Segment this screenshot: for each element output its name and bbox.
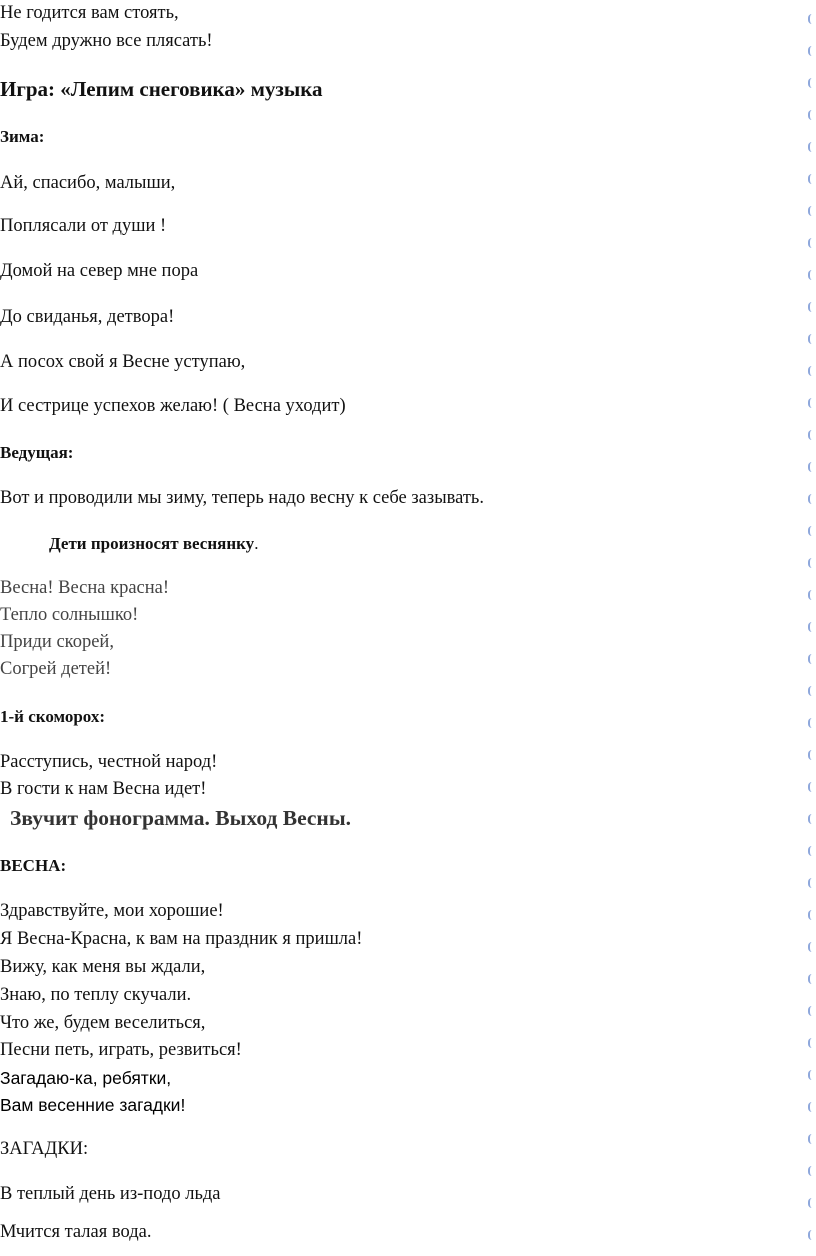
text-line: До свиданья, детвора! [0, 307, 175, 327]
margin-mark [808, 398, 814, 408]
margin-mark [808, 878, 814, 888]
text-line: Вижу, как меня вы ждали, [0, 957, 206, 977]
margin-mark [808, 654, 814, 664]
margin-mark [808, 846, 814, 856]
margin-mark [808, 1198, 814, 1208]
text-line: Ай, спасибо, малыши, [0, 173, 176, 193]
text-line: Я Весна-Красна, к вам на праздник я пришла! [0, 929, 363, 949]
margin-mark [808, 174, 814, 184]
text-line: Знаю, по теплу скучали. [0, 985, 192, 1005]
speaker-label: 1-й скоморох: [0, 707, 106, 726]
margin-mark [808, 142, 814, 152]
speaker-label: Зима: [0, 127, 45, 146]
stage-direction-heading: Звучит фонограмма. Выход Весны. [10, 806, 351, 830]
margin-mark [808, 1102, 814, 1112]
text-line: Поплясали от души ! [0, 216, 167, 236]
margin-mark [808, 302, 814, 312]
margin-mark [808, 910, 814, 920]
margin-mark [808, 1038, 814, 1048]
text-line: Мчится талая вода. [0, 1222, 152, 1242]
margin-mark [808, 686, 814, 696]
stage-direction-text: Дети произносят веснянку [49, 534, 255, 553]
margin-mark [808, 1006, 814, 1016]
margin-mark [808, 782, 814, 792]
margin-mark [808, 494, 814, 504]
margin-mark [808, 462, 814, 472]
stage-direction-period: . [254, 534, 259, 553]
margin-mark [808, 46, 814, 56]
margin-mark [808, 718, 814, 728]
margin-mark [808, 1070, 814, 1080]
text-line: И сестрице успехов желаю! ( Весна уходит) [0, 396, 346, 416]
margin-mark [808, 750, 814, 760]
speaker-label: ВЕСНА: [0, 856, 67, 875]
poem-line: Согрей детей! [0, 659, 112, 679]
margin-mark [808, 110, 814, 120]
text-line: Загадаю-ка, ребятки, [0, 1068, 172, 1088]
margin-mark [808, 270, 814, 280]
text-line: Вот и проводили мы зиму, теперь надо весну к себе зазывать. [0, 488, 484, 508]
text-line: В теплый день из-подо льда [0, 1184, 221, 1204]
margin-mark [808, 430, 814, 440]
text-line: Будем дружно все плясать! [0, 31, 213, 51]
text-line: В гости к нам Весна идет! [0, 779, 207, 799]
poem-line: Тепло солнышко! [0, 605, 139, 625]
margin-mark [808, 942, 814, 952]
margin-mark [808, 814, 814, 824]
stage-direction [49, 533, 258, 555]
text-line: ЗАГАДКИ: [0, 1139, 89, 1159]
text-line: Песни петь, играть, резвиться! [0, 1040, 242, 1060]
margin-mark [808, 334, 814, 344]
margin-mark [808, 78, 814, 88]
margin-mark [808, 622, 814, 632]
poem-line: Приди скорей, [0, 632, 114, 652]
margin-mark [808, 14, 814, 24]
margin-mark [808, 238, 814, 248]
text-line: Что же, будем веселиться, [0, 1013, 206, 1033]
margin-mark [808, 1166, 814, 1176]
text-line: А посох свой я Весне уступаю, [0, 352, 246, 372]
margin-mark [808, 558, 814, 568]
margin-mark [808, 526, 814, 536]
margin-mark [808, 366, 814, 376]
margin-mark [808, 1230, 814, 1240]
text-line: Не годится вам стоять, [0, 3, 179, 23]
speaker-label: Ведущая: [0, 443, 74, 462]
margin-mark [808, 1134, 814, 1144]
right-margin-marks [806, 0, 816, 1256]
text-line: Домой на север мне пора [0, 261, 199, 281]
margin-mark [808, 206, 814, 216]
section-heading: Игра: «Лепим снеговика» музыка [0, 77, 323, 101]
margin-mark [808, 590, 814, 600]
poem-line: Весна! Весна красна! [0, 578, 170, 598]
text-line: Вам весенние загадки! [0, 1095, 186, 1115]
margin-mark [808, 974, 814, 984]
text-line: Здравствуйте, мои хорошие! [0, 901, 224, 921]
text-line: Расступись, честной народ! [0, 752, 218, 772]
